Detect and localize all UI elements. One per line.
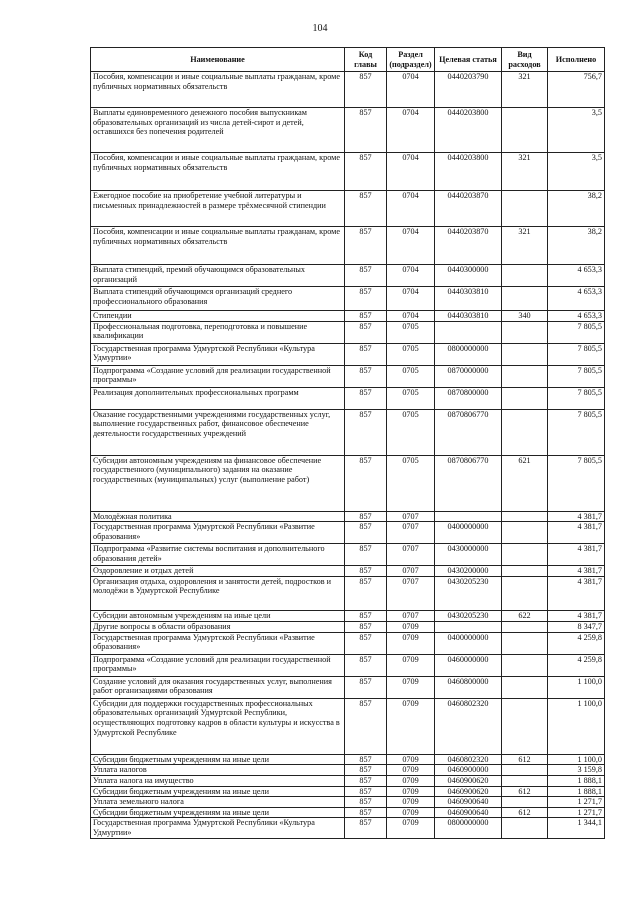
table-row xyxy=(91,311,605,322)
row-code: 857 xyxy=(345,698,387,754)
row-amount: 4 259,8 xyxy=(548,632,605,654)
row-target: 0440203790 xyxy=(435,72,502,108)
row-type xyxy=(502,797,548,808)
table-row xyxy=(91,754,605,765)
budget-table xyxy=(90,47,605,839)
row-name: Пособия, компенсации и иные социальные выплаты гражданам, кроме публичных нормативных обязательств xyxy=(91,227,345,265)
table-header-row xyxy=(91,48,605,72)
row-target: 0440203800 xyxy=(435,108,502,153)
table-row xyxy=(91,632,605,654)
row-section: 0709 xyxy=(387,676,435,698)
row-section: 0707 xyxy=(387,522,435,544)
row-amount: 3 159,8 xyxy=(548,765,605,776)
row-type xyxy=(502,191,548,227)
table-row xyxy=(91,765,605,776)
row-code: 857 xyxy=(345,775,387,786)
row-type xyxy=(502,522,548,544)
row-target: 0430205230 xyxy=(435,576,502,610)
row-amount: 4 653,3 xyxy=(548,287,605,311)
row-amount: 1 271,7 xyxy=(548,807,605,818)
row-target: 0440203800 xyxy=(435,153,502,191)
row-amount: 1 344,1 xyxy=(548,818,605,839)
row-name: Государственная программа Удмуртской Республики «Развитие образования» xyxy=(91,522,345,544)
row-target: 0430205230 xyxy=(435,610,502,621)
row-section: 0704 xyxy=(387,108,435,153)
row-code: 857 xyxy=(345,321,387,343)
row-name: Подпрограмма «Развитие системы воспитания и дополнительного образования детей» xyxy=(91,544,345,566)
row-type xyxy=(502,343,548,365)
row-code: 857 xyxy=(345,387,387,409)
table-row xyxy=(91,191,605,227)
table-row xyxy=(91,610,605,621)
table-row xyxy=(91,153,605,191)
row-section: 0704 xyxy=(387,191,435,227)
row-code: 857 xyxy=(345,72,387,108)
row-type: 612 xyxy=(502,807,548,818)
table-row xyxy=(91,698,605,754)
row-code: 857 xyxy=(345,632,387,654)
row-target: 0870806770 xyxy=(435,409,502,455)
row-name: Выплата стипендий обучающимся организаций среднего профессионального образования xyxy=(91,287,345,311)
row-target: 0800000000 xyxy=(435,818,502,839)
row-amount: 8 347,7 xyxy=(548,621,605,632)
row-name: Субсидии автономным учреждениям на иные цели xyxy=(91,610,345,621)
row-amount: 4 381,7 xyxy=(548,544,605,566)
row-code: 857 xyxy=(345,311,387,322)
table-row xyxy=(91,72,605,108)
row-target: 0440303810 xyxy=(435,287,502,311)
table-row xyxy=(91,387,605,409)
row-amount: 4 381,7 xyxy=(548,610,605,621)
row-type xyxy=(502,265,548,287)
row-type xyxy=(502,287,548,311)
row-code: 857 xyxy=(345,265,387,287)
table-row xyxy=(91,343,605,365)
row-name: Другие вопросы в области образования xyxy=(91,621,345,632)
row-target: 0460802320 xyxy=(435,698,502,754)
row-target: 0430000000 xyxy=(435,544,502,566)
row-code: 857 xyxy=(345,522,387,544)
table-row xyxy=(91,265,605,287)
row-amount: 4 653,3 xyxy=(548,265,605,287)
row-code: 857 xyxy=(345,818,387,839)
row-amount: 1 100,0 xyxy=(548,698,605,754)
row-code: 857 xyxy=(345,807,387,818)
row-target: 0460900640 xyxy=(435,797,502,808)
row-section: 0705 xyxy=(387,409,435,455)
row-code: 857 xyxy=(345,287,387,311)
row-section: 0709 xyxy=(387,654,435,676)
table-row xyxy=(91,566,605,577)
header-target: Целевая статья xyxy=(435,48,502,72)
row-target: 0800000000 xyxy=(435,343,502,365)
row-type: 321 xyxy=(502,72,548,108)
row-amount: 756,7 xyxy=(548,72,605,108)
row-name: Выплаты единовременного денежного пособия выпускникам образовательных организаций из числа детей-сирот и детей, оставшихся без попечения родителей xyxy=(91,108,345,153)
row-target: 0870800000 xyxy=(435,387,502,409)
row-amount: 1 100,0 xyxy=(548,754,605,765)
row-type xyxy=(502,775,548,786)
row-name: Субсидии бюджетным учреждениям на иные цели xyxy=(91,807,345,818)
table-row xyxy=(91,807,605,818)
row-name: Молодёжная политика xyxy=(91,511,345,522)
row-type: 621 xyxy=(502,455,548,511)
row-code: 857 xyxy=(345,191,387,227)
row-section: 0709 xyxy=(387,754,435,765)
table-row xyxy=(91,227,605,265)
row-type xyxy=(502,698,548,754)
row-name: Субсидии автономным учреждениям на финансовое обеспечение государственного (муниципального) задания на оказание государственных (муниципальных) услуг (выполнение работ) xyxy=(91,455,345,511)
row-section: 0709 xyxy=(387,786,435,797)
row-section: 0709 xyxy=(387,807,435,818)
row-type: 612 xyxy=(502,786,548,797)
row-type: 340 xyxy=(502,311,548,322)
row-section: 0707 xyxy=(387,566,435,577)
row-amount: 7 805,5 xyxy=(548,343,605,365)
table-row xyxy=(91,775,605,786)
row-name: Организация отдыха, оздоровления и занятости детей, подростков и молодёжи в Удмуртской Республике xyxy=(91,576,345,610)
table-row xyxy=(91,544,605,566)
row-name: Подпрограмма «Создание условий для реализации государственной программы» xyxy=(91,654,345,676)
row-section: 0705 xyxy=(387,365,435,387)
table-row xyxy=(91,108,605,153)
row-name: Уплата налога на имущество xyxy=(91,775,345,786)
page-number: 104 xyxy=(312,23,328,34)
header-name: Наименование xyxy=(91,48,345,72)
row-code: 857 xyxy=(345,576,387,610)
row-target: 0870000000 xyxy=(435,365,502,387)
row-amount: 7 805,5 xyxy=(548,455,605,511)
header-type: Вид расходов xyxy=(502,48,548,72)
row-code: 857 xyxy=(345,676,387,698)
row-type xyxy=(502,818,548,839)
row-target: 0440300000 xyxy=(435,265,502,287)
row-target xyxy=(435,621,502,632)
table-row xyxy=(91,654,605,676)
row-name: Государственная программа Удмуртской Республики «Развитие образования» xyxy=(91,632,345,654)
row-type xyxy=(502,566,548,577)
row-type xyxy=(502,654,548,676)
row-code: 857 xyxy=(345,754,387,765)
row-code: 857 xyxy=(345,455,387,511)
table-row xyxy=(91,676,605,698)
row-code: 857 xyxy=(345,765,387,776)
row-target: 0460900620 xyxy=(435,786,502,797)
row-name: Создание условий для оказания государственных услуг, выполнения работ организациями образования xyxy=(91,676,345,698)
row-section: 0704 xyxy=(387,72,435,108)
row-code: 857 xyxy=(345,343,387,365)
row-name: Стипендии xyxy=(91,311,345,322)
row-section: 0704 xyxy=(387,287,435,311)
row-amount: 7 805,5 xyxy=(548,365,605,387)
row-amount: 1 888,1 xyxy=(548,786,605,797)
row-name: Реализация дополнительных профессиональных программ xyxy=(91,387,345,409)
row-amount: 4 653,3 xyxy=(548,311,605,322)
header-code: Код главы xyxy=(345,48,387,72)
row-section: 0707 xyxy=(387,511,435,522)
row-type xyxy=(502,387,548,409)
row-amount: 7 805,5 xyxy=(548,409,605,455)
row-type xyxy=(502,409,548,455)
row-target: 0460900620 xyxy=(435,775,502,786)
row-section: 0705 xyxy=(387,321,435,343)
table-row xyxy=(91,321,605,343)
row-section: 0709 xyxy=(387,775,435,786)
row-type xyxy=(502,765,548,776)
table-row xyxy=(91,511,605,522)
row-target: 0460802320 xyxy=(435,754,502,765)
row-code: 857 xyxy=(345,511,387,522)
table-row xyxy=(91,786,605,797)
row-name: Подпрограмма «Создание условий для реализации государственной программы» xyxy=(91,365,345,387)
row-name: Государственная программа Удмуртской Республики «Культура Удмуртии» xyxy=(91,818,345,839)
row-target: 0400000000 xyxy=(435,632,502,654)
table-row xyxy=(91,818,605,839)
row-type xyxy=(502,576,548,610)
row-code: 857 xyxy=(345,108,387,153)
row-name: Уплата налогов xyxy=(91,765,345,776)
row-section: 0705 xyxy=(387,343,435,365)
row-name: Выплата стипендий, премий обучающимся образовательных организаций xyxy=(91,265,345,287)
row-type: 321 xyxy=(502,153,548,191)
row-target: 0440303810 xyxy=(435,311,502,322)
row-amount: 1 100,0 xyxy=(548,676,605,698)
row-type: 321 xyxy=(502,227,548,265)
row-section: 0709 xyxy=(387,621,435,632)
row-code: 857 xyxy=(345,365,387,387)
row-type: 622 xyxy=(502,610,548,621)
row-section: 0709 xyxy=(387,698,435,754)
row-amount: 3,5 xyxy=(548,108,605,153)
row-section: 0709 xyxy=(387,797,435,808)
row-name: Субсидии бюджетным учреждениям на иные цели xyxy=(91,786,345,797)
header-section: Раздел (подраздел) xyxy=(387,48,435,72)
row-amount: 3,5 xyxy=(548,153,605,191)
row-name: Государственная программа Удмуртской Республики «Культура Удмуртии» xyxy=(91,343,345,365)
row-amount: 4 259,8 xyxy=(548,654,605,676)
row-code: 857 xyxy=(345,153,387,191)
row-code: 857 xyxy=(345,544,387,566)
row-section: 0705 xyxy=(387,387,435,409)
row-name: Оздоровление и отдых детей xyxy=(91,566,345,577)
row-target: 0440203870 xyxy=(435,227,502,265)
row-type xyxy=(502,621,548,632)
table-row xyxy=(91,409,605,455)
row-name: Уплата земельного налога xyxy=(91,797,345,808)
row-name: Профессиональная подготовка, переподготовка и повышение квалификации xyxy=(91,321,345,343)
row-type: 612 xyxy=(502,754,548,765)
row-name: Пособия, компенсации и иные социальные выплаты гражданам, кроме публичных нормативных обязательств xyxy=(91,72,345,108)
row-target: 0460000000 xyxy=(435,654,502,676)
row-target: 0870806770 xyxy=(435,455,502,511)
table-row xyxy=(91,522,605,544)
row-type xyxy=(502,321,548,343)
table-row xyxy=(91,621,605,632)
table-row xyxy=(91,576,605,610)
row-amount: 4 381,7 xyxy=(548,566,605,577)
row-section: 0707 xyxy=(387,610,435,621)
row-amount: 7 805,5 xyxy=(548,387,605,409)
row-amount: 4 381,7 xyxy=(548,511,605,522)
table-row xyxy=(91,455,605,511)
row-type xyxy=(502,108,548,153)
header-amount: Исполнено xyxy=(548,48,605,72)
row-name: Субсидии бюджетным учреждениям на иные цели xyxy=(91,754,345,765)
row-section: 0704 xyxy=(387,311,435,322)
row-target: 0440203870 xyxy=(435,191,502,227)
row-type xyxy=(502,544,548,566)
row-target: 0460800000 xyxy=(435,676,502,698)
row-code: 857 xyxy=(345,654,387,676)
row-target xyxy=(435,321,502,343)
row-section: 0709 xyxy=(387,765,435,776)
row-code: 857 xyxy=(345,227,387,265)
row-amount: 1 888,1 xyxy=(548,775,605,786)
row-section: 0707 xyxy=(387,544,435,566)
row-amount: 4 381,7 xyxy=(548,522,605,544)
row-code: 857 xyxy=(345,621,387,632)
row-type xyxy=(502,511,548,522)
row-code: 857 xyxy=(345,786,387,797)
row-target: 0430200000 xyxy=(435,566,502,577)
row-amount: 1 271,7 xyxy=(548,797,605,808)
row-name: Субсидии для поддержки государственных профессиональных образовательных организаций Удмуртской Республики, осуществляющих подготовку кадров в области культуры и искусства в Удмуртской Республике xyxy=(91,698,345,754)
row-section: 0705 xyxy=(387,455,435,511)
row-amount: 7 805,5 xyxy=(548,321,605,343)
row-section: 0704 xyxy=(387,265,435,287)
row-target: 0460900640 xyxy=(435,807,502,818)
table-row xyxy=(91,287,605,311)
row-section: 0709 xyxy=(387,632,435,654)
row-type xyxy=(502,365,548,387)
row-target xyxy=(435,511,502,522)
row-type xyxy=(502,632,548,654)
table-row xyxy=(91,365,605,387)
row-code: 857 xyxy=(345,566,387,577)
row-code: 857 xyxy=(345,610,387,621)
row-amount: 38,2 xyxy=(548,227,605,265)
row-target: 0400000000 xyxy=(435,522,502,544)
row-section: 0704 xyxy=(387,153,435,191)
row-type xyxy=(502,676,548,698)
row-name: Ежегодное пособие на приобретение учебной литературы и письменных принадлежностей в размере трёхмесячной стипендии xyxy=(91,191,345,227)
table-row xyxy=(91,797,605,808)
row-amount: 38,2 xyxy=(548,191,605,227)
row-amount: 4 381,7 xyxy=(548,576,605,610)
row-target: 0460900000 xyxy=(435,765,502,776)
row-name: Пособия, компенсации и иные социальные выплаты гражданам, кроме публичных нормативных обязательств xyxy=(91,153,345,191)
row-section: 0704 xyxy=(387,227,435,265)
row-name: Оказание государственными учреждениями государственных услуг, выполнение государственных работ, финансовое обеспечение деятельности государственных учреждений xyxy=(91,409,345,455)
row-section: 0707 xyxy=(387,576,435,610)
row-code: 857 xyxy=(345,797,387,808)
row-code: 857 xyxy=(345,409,387,455)
row-section: 0709 xyxy=(387,818,435,839)
